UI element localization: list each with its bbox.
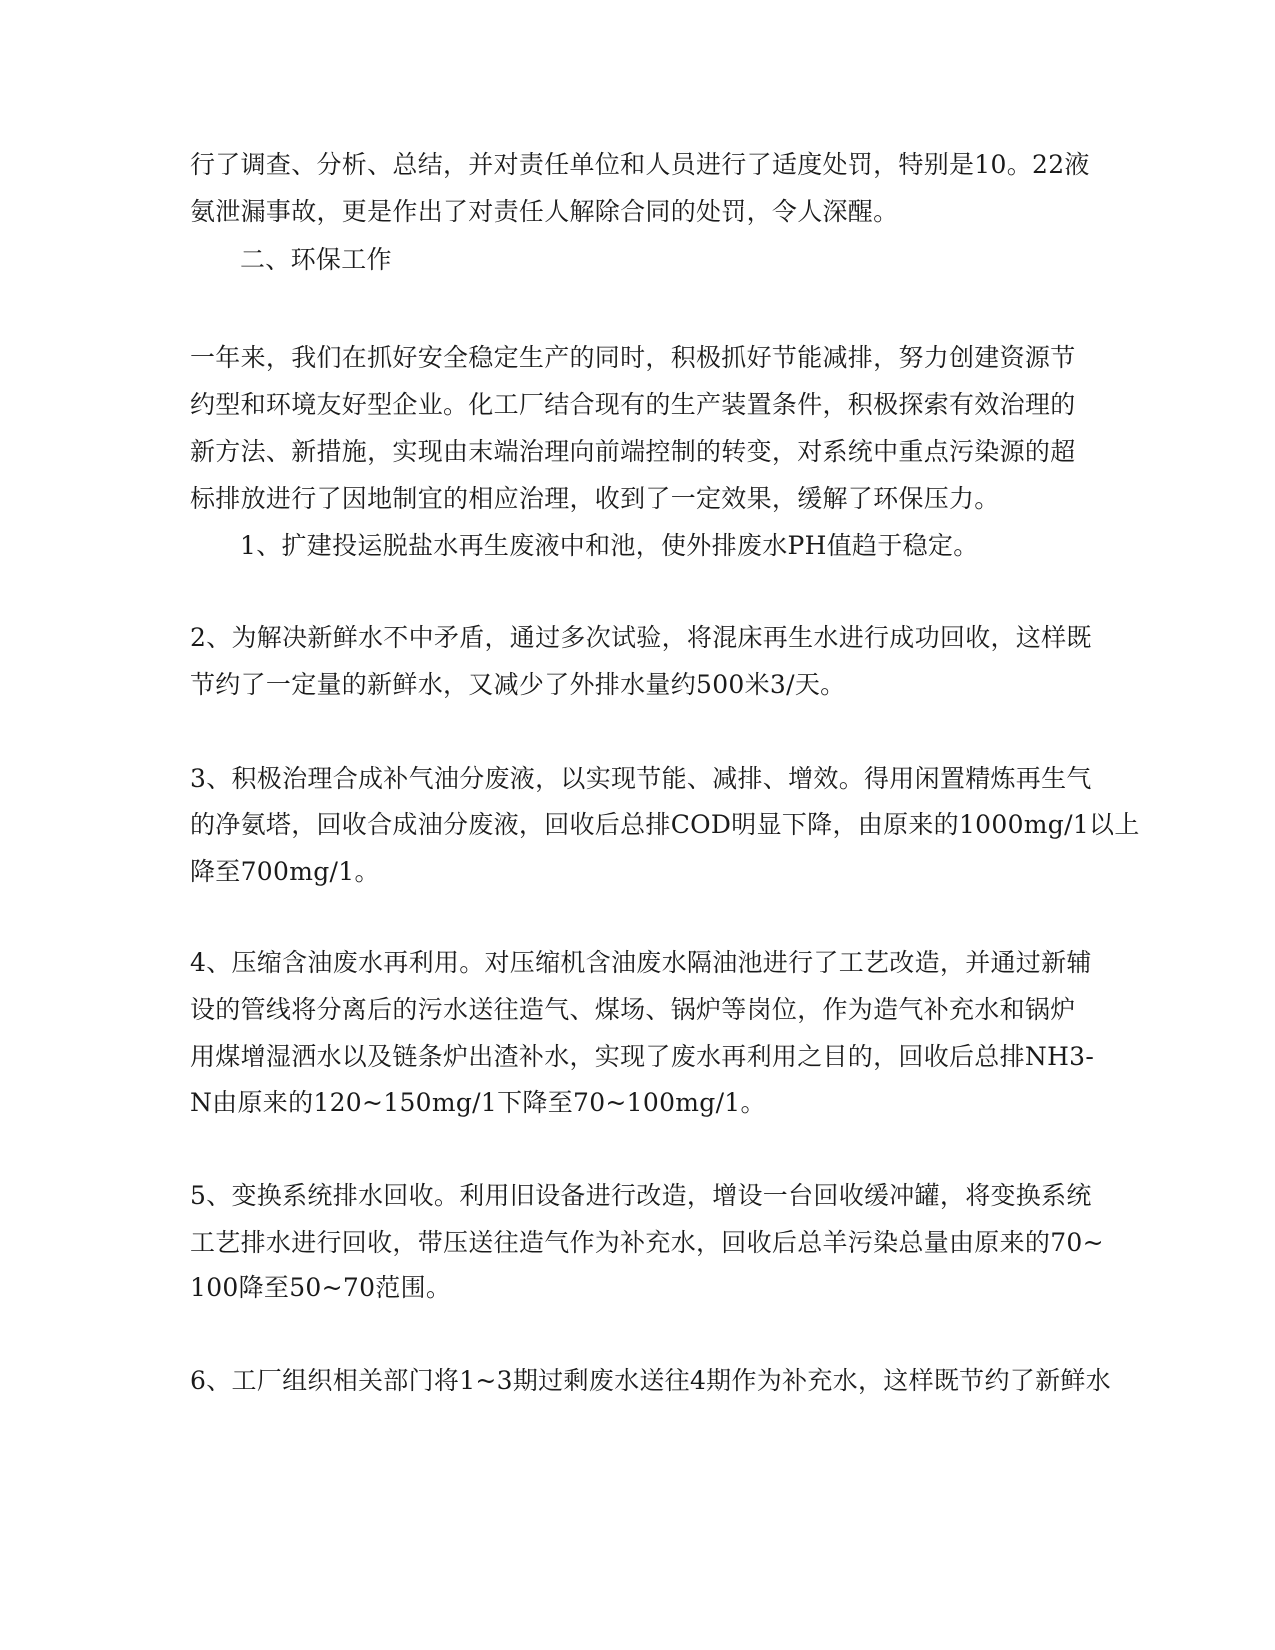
paragraph-line: 降至700mg/1。 bbox=[190, 857, 380, 886]
list-item: 2、为解决新鲜水不中矛盾，通过多次试验，将混床再生水进行成功回收，这样既 bbox=[190, 623, 1092, 652]
list-item: 3、积极治理合成补气油分废液，以实现节能、减排、增效。得用闲置精炼再生气 bbox=[190, 764, 1092, 793]
list-item: 5、变换系统排水回收。利用旧设备进行改造，增设一台回收缓冲罐，将变换系统 bbox=[190, 1181, 1092, 1210]
paragraph-line: 新方法、新措施，实现由末端治理向前端控制的转变，对系统中重点污染源的超 bbox=[190, 437, 1076, 466]
paragraph-line: 一年来，我们在抓好安全稳定生产的同时，积极抓好节能减排，努力创建资源节 bbox=[190, 343, 1076, 372]
paragraph-line: 节约了一定量的新鲜水，又减少了外排水量约500米3/天。 bbox=[190, 670, 846, 699]
section-heading: 二、环保工作 bbox=[240, 245, 392, 274]
paragraph-line: 工艺排水进行回收，带压送往造气作为补充水，回收后总羊污染总量由原来的70~ bbox=[190, 1228, 1104, 1257]
paragraph-line: 的净氨塔，回收合成油分废液，回收后总排COD明显下降，由原来的1000mg/1以上 bbox=[190, 810, 1140, 839]
paragraph-line: 约型和环境友好型企业。化工厂结合现有的生产装置条件，积极探索有效治理的 bbox=[190, 390, 1076, 419]
paragraph-line: 100降至50~70范围。 bbox=[190, 1273, 452, 1302]
list-item: 1、扩建投运脱盐水再生废液中和池，使外排废水PH值趋于稳定。 bbox=[240, 531, 979, 560]
paragraph-line: 氨泄漏事故，更是作出了对责任人解除合同的处罚，令人深醒。 bbox=[190, 197, 899, 226]
paragraph-line: 行了调查、分析、总结，并对责任单位和人员进行了适度处罚，特别是10。22液 bbox=[190, 150, 1090, 179]
list-item: 6、工厂组织相关部门将1~3期过剩废水送往4期作为补充水，这样既节约了新鲜水 bbox=[190, 1366, 1111, 1395]
paragraph-line: 标排放进行了因地制宜的相应治理，收到了一定效果，缓解了环保压力。 bbox=[190, 484, 1000, 513]
list-item: 4、压缩含油废水再利用。对压缩机含油废水隔油池进行了工艺改造，并通过新辅 bbox=[190, 948, 1092, 977]
paragraph-line: 设的管线将分离后的污水送往造气、煤场、锅炉等岗位，作为造气补充水和锅炉 bbox=[190, 995, 1076, 1024]
paragraph-line: N由原来的120~150mg/1下降至70~100mg/1。 bbox=[190, 1088, 766, 1117]
paragraph-line: 用煤增湿洒水以及链条炉出渣补水，实现了废水再利用之目的，回收后总排NH3- bbox=[190, 1042, 1095, 1071]
